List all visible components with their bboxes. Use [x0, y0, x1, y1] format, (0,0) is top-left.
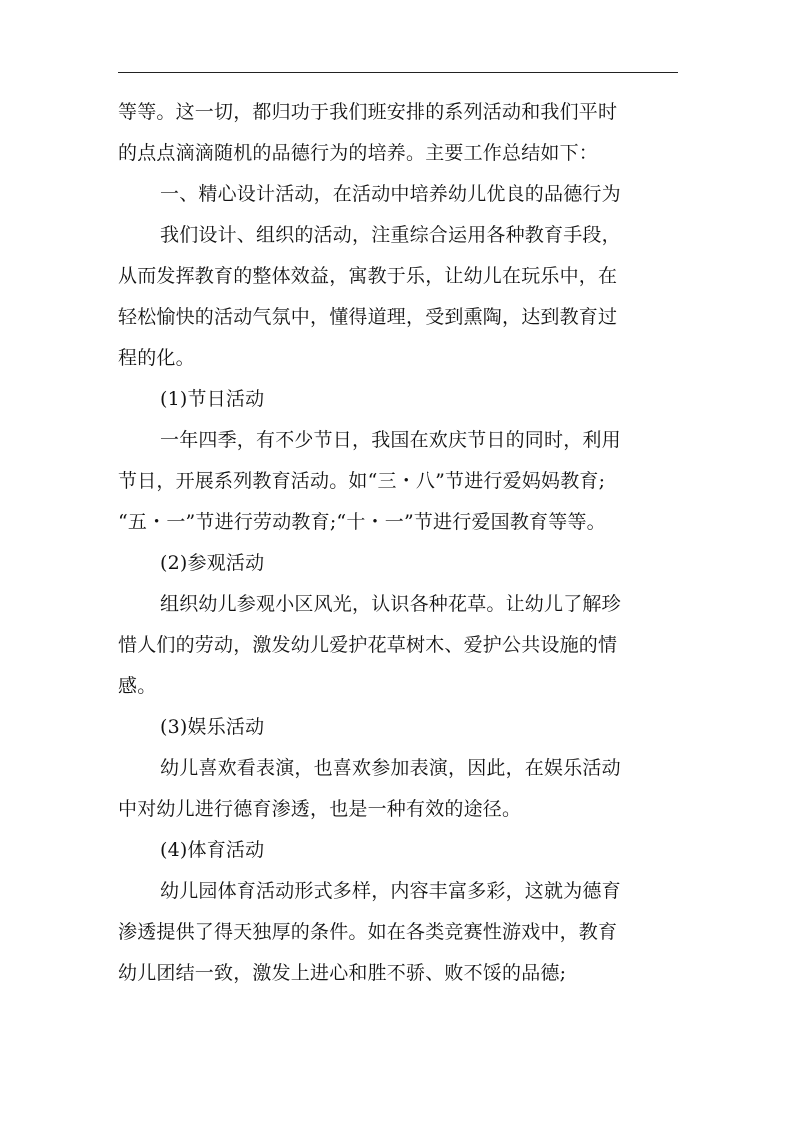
- subsection-heading: (2)参观活动: [160, 552, 265, 574]
- paragraph-line: 一年四季，有不少节日，我国在欢庆节日的同时，利用: [160, 429, 621, 451]
- paragraph-line: 程的化。: [118, 347, 195, 369]
- paragraph-line: 幼儿团结一致，激发上进心和胜不骄、败不馁的品德;: [118, 962, 567, 984]
- paragraph-line: 的点点滴滴随机的品德行为的培养。主要工作总结如下：: [118, 142, 599, 164]
- header-rule: [118, 72, 678, 73]
- subsection-heading: (3)娱乐活动: [160, 716, 265, 738]
- paragraph-line: 从而发挥教育的整体效益，寓教于乐，让幼儿在玩乐中，在: [118, 265, 618, 287]
- section-heading: 一、精心设计活动，在活动中培养幼儿优良的品德行为: [160, 183, 621, 205]
- paragraph-line: 我们设计、组织的活动，注重综合运用各种教育手段，: [160, 224, 621, 246]
- paragraph-line: 惜人们的劳动，激发幼儿爱护花草树木、爱护公共设施的情: [118, 634, 618, 656]
- paragraph-line: 轻松愉快的活动气氛中，懂得道理，受到熏陶，达到教育过: [118, 306, 618, 328]
- subsection-heading: (1)节日活动: [160, 388, 265, 410]
- paragraph-line: 等等。这一切，都归功于我们班安排的系列活动和我们平时: [118, 101, 618, 123]
- paragraph-line: 中对幼儿进行德育渗透，也是一种有效的途径。: [118, 798, 522, 820]
- paragraph-line: “五・一”节进行劳动教育;“十・一”节进行爱国教育等等。: [118, 511, 606, 533]
- paragraph-line: 幼儿喜欢看表演，也喜欢参加表演，因此，在娱乐活动: [160, 757, 621, 779]
- paragraph-line: 渗透提供了得天独厚的条件。如在各类竞赛性游戏中，教育: [118, 921, 618, 943]
- paragraph-line: 节日，开展系列教育活动。如“三・八”节进行爱妈妈教育;: [118, 470, 606, 492]
- paragraph-line: 幼儿园体育活动形式多样，内容丰富多彩，这就为德育: [160, 880, 621, 902]
- paragraph-line: 组织幼儿参观小区风光，认识各种花草。让幼儿了解珍: [160, 593, 621, 615]
- subsection-heading: (4)体育活动: [160, 839, 265, 861]
- paragraph-line: 感。: [118, 675, 157, 697]
